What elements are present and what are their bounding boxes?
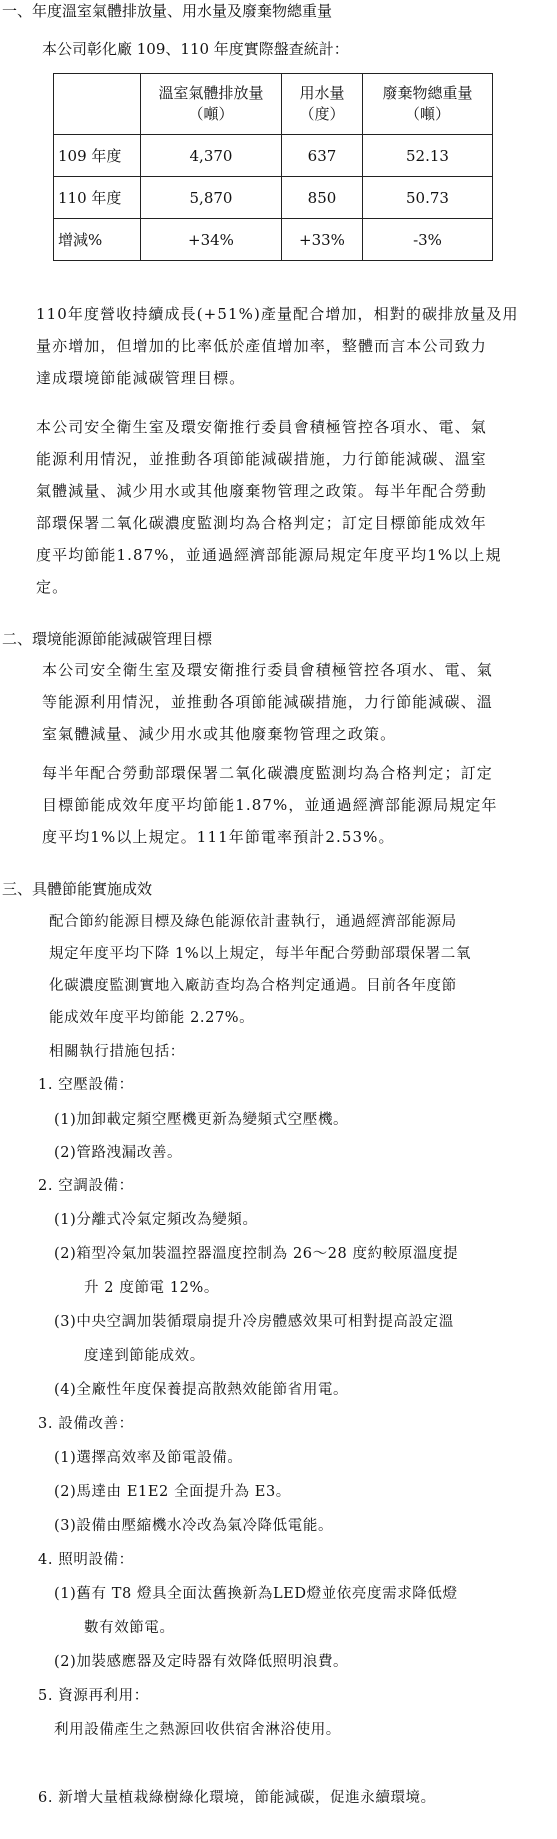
table-cell: 50.73 bbox=[363, 177, 493, 219]
table-cell: 5,870 bbox=[141, 177, 282, 219]
section1-para2-line3: 氣體減量、減少用水或其他廢棄物管理之政策。每半年配合勞動 bbox=[36, 482, 487, 500]
table-cell: -3% bbox=[363, 219, 493, 261]
table-cell: 增減% bbox=[54, 219, 141, 261]
item-title-lighting: 4. 照明設備： bbox=[38, 1552, 134, 1568]
table-header-cell bbox=[54, 74, 141, 135]
table-cell: 52.13 bbox=[363, 135, 493, 177]
header-waste-unit: （噸） bbox=[404, 105, 450, 123]
header-waste: 廢棄物總重量 bbox=[382, 84, 473, 102]
header-ghg-unit: （噸） bbox=[188, 105, 234, 123]
section1-para1-line2: 量亦增加，但增加的比率低於產值增加率，整體而言本公司致力 bbox=[36, 337, 487, 355]
section1-intro: 本公司彰化廠 109、110 年度實際盤查統計： bbox=[42, 40, 349, 58]
item-equipment-sub2: (2)馬達由 E1E2 全面提升為 E3。 bbox=[54, 1484, 291, 1500]
section2-para1-line2: 等能源利用情況，並推動各項節能減碳措施，力行節能減碳、溫 bbox=[42, 693, 493, 711]
section2-para2-line1: 每半年配合勞動部環保署二氧化碳濃度監測均為合格判定；訂定 bbox=[42, 764, 493, 782]
section2-heading: 二、環境能源節能減碳管理目標 bbox=[2, 630, 213, 648]
table-row bbox=[54, 135, 493, 177]
item-recycling-sub1: 利用設備產生之熱源回收供宿舍淋浴使用。 bbox=[54, 1722, 341, 1738]
section2-para2-line2: 目標節能成效年度平均節能1.87%，並通過經濟部能源局規定年 bbox=[42, 796, 498, 814]
section1-para2-line4: 部環保署二氧化碳濃度監測均為合格判定；訂定目標節能成效年 bbox=[36, 514, 487, 532]
table-cell: 110 年度 bbox=[54, 177, 141, 219]
section3-para-line2: 規定年度平均下降 1%以上規定，每半年配合勞動部環保署二氧 bbox=[49, 946, 472, 962]
item-lighting-sub1-line1: (1)舊有 T8 燈具全面汰舊換新為LED燈並依亮度需求降低燈 bbox=[54, 1586, 458, 1602]
section2-para2-line3: 度平均1%以上規定。111年節電率預計2.53%。 bbox=[42, 828, 395, 846]
item-lighting-sub2: (2)加裝感應器及定時器有效降低照明浪費。 bbox=[54, 1654, 349, 1670]
item-aircon-sub3-line2: 度達到節能成效。 bbox=[84, 1348, 205, 1364]
measures-intro: 相關執行措施包括： bbox=[49, 1044, 185, 1060]
table-cell: +33% bbox=[282, 219, 363, 261]
table-header-cell bbox=[282, 74, 363, 135]
table-cell: 4,370 bbox=[141, 135, 282, 177]
item-equipment-sub1: (1)選擇高效率及節電設備。 bbox=[54, 1450, 243, 1466]
table-cell: 109 年度 bbox=[54, 135, 141, 177]
item-compressor-sub1: (1)加卸載定頻空壓機更新為變頻式空壓機。 bbox=[54, 1112, 349, 1128]
section3-para-line4: 能成效年度平均節能 2.27%。 bbox=[49, 1010, 255, 1026]
item-aircon-sub3-line1: (3)中央空調加裝循環扇提升冷房體感效果可相對提高設定溫 bbox=[54, 1314, 454, 1330]
item-title-compressor: 1. 空壓設備： bbox=[38, 1077, 134, 1093]
header-water: 用水量 bbox=[299, 84, 345, 102]
table-row bbox=[54, 177, 493, 219]
table-cell: 637 bbox=[282, 135, 363, 177]
section3-para-line3: 化碳濃度監測實地入廠訪查均為合格判定通過。目前各年度節 bbox=[49, 978, 457, 994]
header-water-unit: （度） bbox=[299, 105, 345, 123]
table-header-cell bbox=[363, 74, 493, 135]
item-title-greening: 6. 新增大量植栽綠樹綠化環境，節能減碳，促進永續環境。 bbox=[38, 1790, 436, 1806]
header-ghg: 溫室氣體排放量 bbox=[158, 84, 264, 102]
section1-para2-line5: 度平均節能1.87%，並通過經濟部能源局規定年度平均1%以上規 bbox=[36, 546, 502, 564]
section1-para1-line1: 110年度營收持續成長(+51%)產量配合增加，相對的碳排放量及用 bbox=[36, 305, 519, 323]
item-title-recycling: 5. 資源再利用： bbox=[38, 1688, 149, 1704]
item-aircon-sub2-line2: 升 2 度節電 12%。 bbox=[84, 1280, 219, 1296]
item-aircon-sub4: (4)全廠性年度保養提高散熱效能節省用電。 bbox=[54, 1382, 349, 1398]
item-lighting-sub1-line2: 數有效節電。 bbox=[84, 1620, 175, 1636]
item-title-equipment: 3. 設備改善： bbox=[38, 1416, 134, 1432]
table-header-cell bbox=[141, 74, 282, 135]
section1-para1-line3: 達成環境節能減碳管理目標。 bbox=[36, 369, 246, 387]
section1-heading: 一、年度溫室氣體排放量、用水量及廢棄物總重量 bbox=[2, 2, 333, 20]
table-row bbox=[54, 219, 493, 261]
section2-para1-line1: 本公司安全衛生室及環安衛推行委員會積極管控各項水、電、氣 bbox=[42, 661, 493, 679]
statistics-table bbox=[53, 73, 493, 261]
section3-heading: 三、具體節能實施成效 bbox=[2, 880, 153, 898]
item-equipment-sub3: (3)設備由壓縮機水冷改為氣冷降低電能。 bbox=[54, 1518, 334, 1534]
section3-para-line1: 配合節約能源目標及綠色能源依計畫執行，通過經濟部能源局 bbox=[49, 914, 457, 930]
section2-para1-line3: 室氣體減量、減少用水或其他廢棄物管理之政策。 bbox=[42, 725, 397, 743]
section1-para2-line6: 定。 bbox=[36, 578, 69, 596]
item-aircon-sub1: (1)分離式冷氣定頻改為變頻。 bbox=[54, 1212, 258, 1228]
table-header-row bbox=[54, 74, 493, 135]
item-aircon-sub2-line1: (2)箱型冷氣加裝溫控器溫度控制為 26～28 度約較原溫度提 bbox=[54, 1246, 459, 1262]
table-cell: +34% bbox=[141, 219, 282, 261]
item-compressor-sub2: (2)管路洩漏改善。 bbox=[54, 1145, 183, 1161]
section1-para2-line1: 本公司安全衛生室及環安衛推行委員會積極管控各項水、電、氣 bbox=[36, 418, 487, 436]
table-cell: 850 bbox=[282, 177, 363, 219]
item-title-aircon: 2. 空調設備： bbox=[38, 1178, 134, 1194]
section1-para2-line2: 能源利用情況，並推動各項節能減碳措施，力行節能減碳、溫室 bbox=[36, 450, 487, 468]
